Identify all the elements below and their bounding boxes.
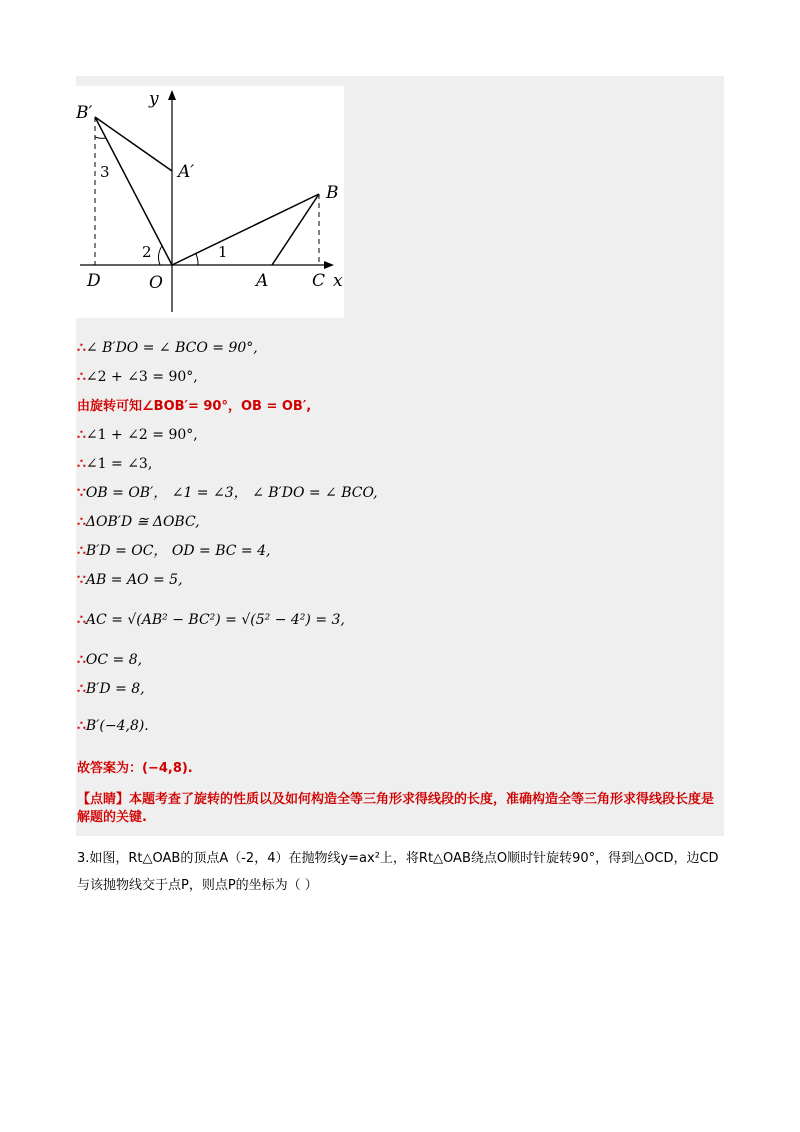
solution-step: ∴OC = 8, [77, 652, 143, 668]
solution-step: ∴∠2 + ∠3 = 90°, [77, 369, 198, 385]
angle-3-arc [95, 137, 106, 138]
segment-o-b-prime [95, 117, 172, 265]
rotation-diagram [76, 86, 344, 318]
answer-line: 故答案为：(−4,8). [77, 761, 193, 776]
label-x: x [333, 271, 343, 291]
solution-step: ∴AC = √(AB² − BC²) = √(5² − 4²) = 3, [77, 612, 345, 628]
solution-step: ∴∠1 = ∠3, [77, 456, 153, 472]
solution-step: 由旋转可知∠BOB′= 90°，OB = OB′, [77, 399, 312, 414]
solution-step: ∴B′D = 8, [77, 681, 145, 697]
label-angle-2: 2 [142, 243, 152, 261]
label-a: A [256, 271, 269, 291]
label-c: C [312, 271, 326, 291]
label-b-prime: B′ [76, 103, 93, 123]
angle-1-arc [196, 254, 198, 265]
key-point-text: 本题考查了旋转的性质以及如何构造全等三角形求得线段的长度，准确构造全等三角形求得线段长度是解题的关键. [77, 792, 715, 825]
label-a-prime: A′ [178, 162, 195, 182]
geometry-figure [76, 86, 344, 318]
x-axis-arrow [324, 261, 334, 269]
solution-step: ∴∠1 + ∠2 = 90°, [77, 427, 198, 443]
label-b: B [326, 183, 339, 203]
solution-step: ∴ΔOB′D ≅ ΔOBC, [77, 514, 200, 530]
y-axis-arrow [168, 90, 176, 100]
angle-2-arc [158, 246, 162, 265]
key-point-tag: 【点睛】 [77, 792, 130, 807]
label-d: D [87, 271, 101, 291]
solution-step: ∴B′(−4,8). [77, 718, 149, 734]
label-y: y [149, 89, 159, 109]
solution-step: ∴∠ B′DO = ∠ BCO = 90°, [77, 340, 258, 356]
segment-o-b [172, 194, 319, 265]
solution-step: ∵OB = OB′， ∠1 = ∠3， ∠ B′DO = ∠ BCO, [77, 485, 378, 501]
solution-step: ∵AB = AO = 5, [77, 572, 183, 588]
question-3: 3.如图，Rt△OAB的顶点A（-2，4）在抛物线y=ax²上，将Rt△OAB绕点O顺时针旋转90°，得到△OCD，边CD与该抛物线交于点P，则点P的坐标为（ ） [77, 851, 719, 893]
solution-step: ∴B′D = OC， OD = BC = 4, [77, 543, 271, 559]
label-angle-1: 1 [218, 243, 228, 261]
label-angle-3: 3 [100, 163, 110, 181]
label-o: O [149, 273, 163, 293]
key-point-note [77, 791, 722, 827]
